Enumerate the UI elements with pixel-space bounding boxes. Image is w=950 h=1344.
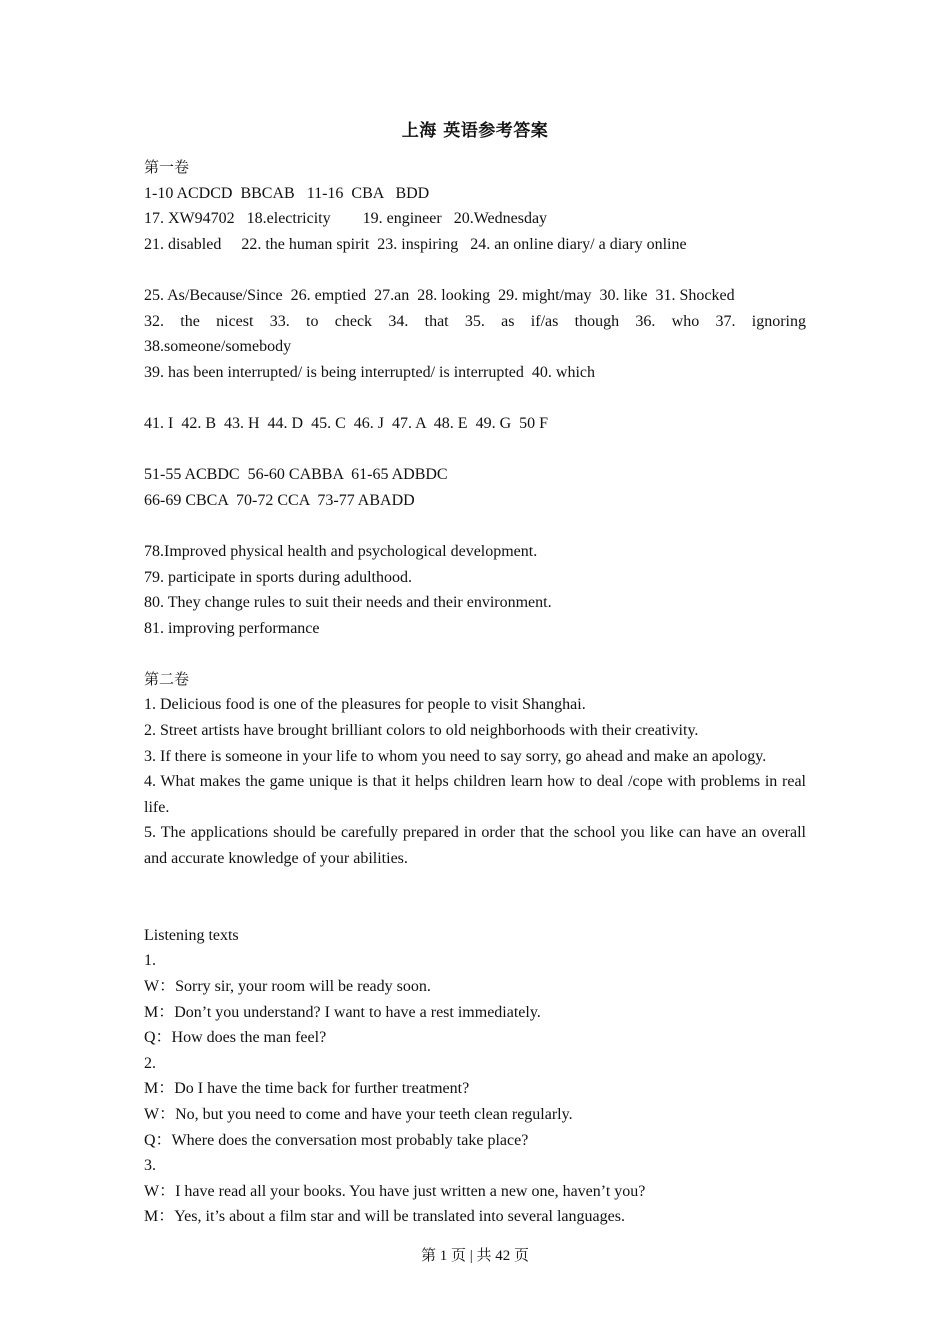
translation-item: 1. Delicious food is one of the pleasures for people to visit Shanghai. xyxy=(144,696,586,714)
reading-line: 51-55 ACBDC 56-60 CABBA 61-65 ADBDC xyxy=(144,466,448,484)
summary-line: 79. participate in sports during adulthood. xyxy=(144,568,412,586)
reading-line: 66-69 CBCA 70-72 CCA 73-77 ABADD xyxy=(144,491,415,509)
listening-line: 2. xyxy=(144,1054,156,1072)
vocab-line: 41. I 42. B 43. H 44. D 45. C 46. J 47. A 48. E 49. G 50 F xyxy=(144,414,549,432)
listening-line: M：Do I have the time back for further treatment? xyxy=(144,1080,470,1098)
summary-line: 81. improving performance xyxy=(144,619,320,637)
listening-line: Q：Where does the conversation most probably take place? xyxy=(144,1131,529,1149)
grammar-line: 25. As/Because/Since 26. emptied 27.an 28. looking 29. might/may 30. like 31. Shocked xyxy=(144,286,735,304)
spacer xyxy=(144,437,806,463)
summary-line: 80. They change rules to suit their needs and their environment. xyxy=(144,594,552,612)
spacer xyxy=(144,385,806,411)
grammar-line: 39. has been interrupted/ is being interrupted/ is interrupted 40. which xyxy=(144,363,595,381)
listening-line: 1. xyxy=(144,952,156,970)
part2-heading: 第二卷 xyxy=(144,669,190,688)
listening-line: M：Yes, it’s about a film star and will be translated into several languages. xyxy=(144,1208,625,1226)
listening-heading: Listening texts xyxy=(144,926,239,944)
listening-line: W：No, but you need to come and have your teeth clean regularly. xyxy=(144,1105,573,1123)
page-footer: 第 1 页 | 共 42 页 xyxy=(420,1248,529,1264)
listening-line: Q：How does the man feel? xyxy=(144,1029,327,1047)
spacer xyxy=(144,872,806,898)
answer-line: 21. disabled 22. the human spirit 23. inspiring 24. an online diary/ a diary online xyxy=(144,235,687,253)
answer-line: 1-10 ACDCD BBCAB 11-16 CBA BDD xyxy=(144,184,430,202)
summary-line: 78.Improved physical health and psychological development. xyxy=(144,542,538,560)
translation-item: 5. The applications should be carefully prepared in order that the school you like can have an overall and accurate knowledge of your abilities. xyxy=(144,824,806,868)
spacer xyxy=(144,257,806,283)
answer-line: 17. XW94702 18.electricity 19. engineer 20.Wednesday xyxy=(144,210,548,228)
grammar-line: 32. the nicest 33. to check 34. that 35. as if/as though 36. who 37. ignoring xyxy=(144,312,806,330)
listening-line: W：I have read all your books. You have just written a new one, haven’t you? xyxy=(144,1182,646,1200)
listening-line: 3. xyxy=(144,1157,156,1175)
part1-heading: 第一卷 xyxy=(144,158,190,176)
spacer xyxy=(144,897,806,923)
spacer xyxy=(144,641,806,667)
grammar-line: 38.someone/somebody xyxy=(144,338,292,356)
translation-item: 3. If there is someone in your life to whom you need to say sorry, go ahead and make an apology. xyxy=(144,747,767,765)
spacer xyxy=(144,513,806,539)
document-title: 上海 英语参考答案 xyxy=(401,121,549,141)
listening-line: M：Don’t you understand? I want to have a rest immediately. xyxy=(144,1003,541,1021)
document-body xyxy=(144,155,806,1230)
translation-item: 4. What makes the game unique is that it helps children learn how to deal /cope with problems in real life. xyxy=(144,773,806,816)
listening-line: W：Sorry sir, your room will be ready soon. xyxy=(144,978,431,995)
translation-item: 2. Street artists have brought brilliant colors to old neighborhoods with their creativity. xyxy=(144,722,699,740)
